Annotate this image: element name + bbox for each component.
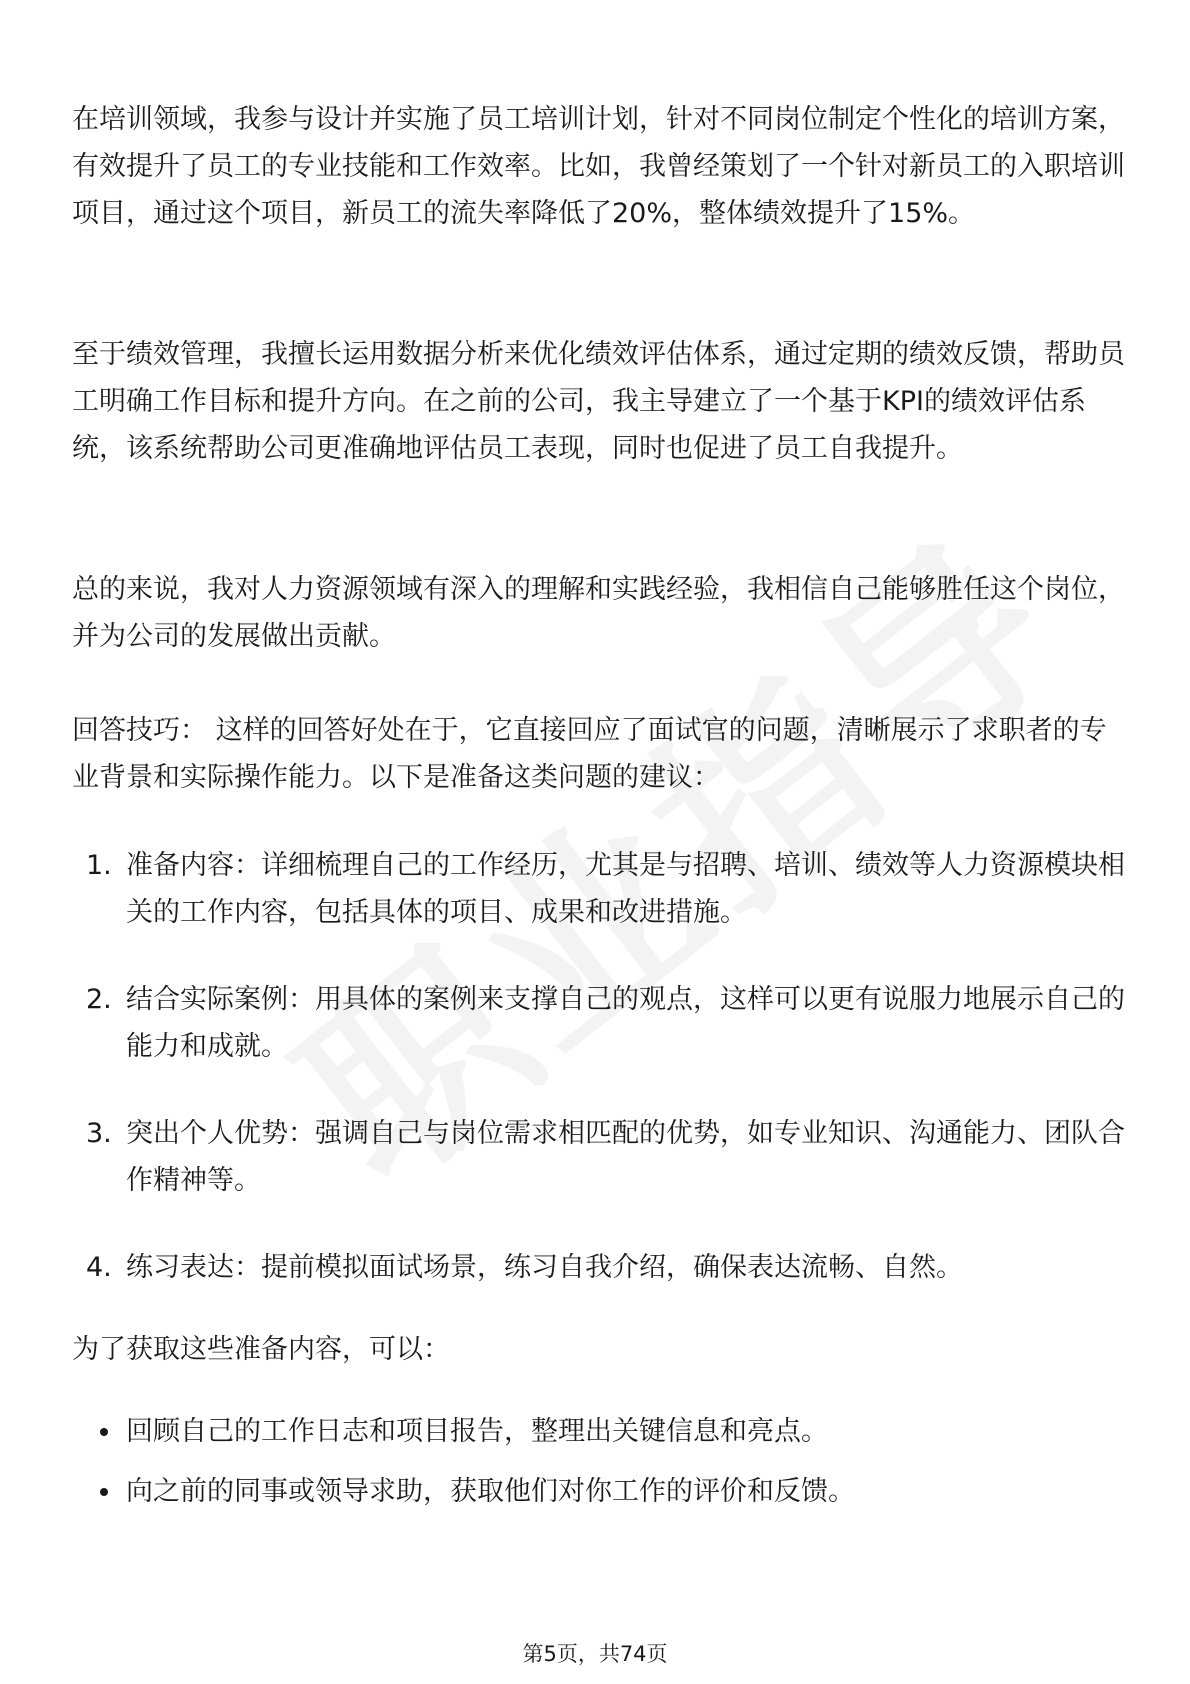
bullet-dot-icon [100, 1428, 108, 1436]
list-text: 准备内容：详细梳理自己的工作经历，尤其是与招聘、培训、绩效等人力资源模块相关的工作内容，包括具体的项目、成果和改进措施。 [126, 850, 1125, 928]
list-number: 4. [86, 1252, 112, 1283]
bullet-text: 回顾自己的工作日志和项目报告，整理出关键信息和亮点。 [126, 1416, 828, 1447]
list-text: 结合实际案例：用具体的案例来支撑自己的观点，这样可以更有说服力地展示自己的能力和成就。 [126, 984, 1125, 1062]
list-number: 2. [86, 984, 112, 1015]
bullet-dot-icon [100, 1488, 108, 1496]
list-text: 练习表达：提前模拟面试场景，练习自我介绍，确保表达流畅、自然。 [126, 1252, 963, 1283]
paragraph-bullets-intro: 为了获取这些准备内容，可以： [72, 1334, 450, 1365]
page-number-footer: 第5页，共74页 [522, 1642, 668, 1666]
paragraph-training: 在培训领域，我参与设计并实施了员工培训计划，针对不同岗位制定个性化的培训方案，有效提升了员工的专业技能和工作效率。比如，我曾经策划了一个针对新员工的入职培训项目，通过这个项目，新员工的流失率降低了20%，整体绩效提升了15%。 [72, 104, 1125, 229]
bullet-text: 向之前的同事或领导求助，获取他们对你工作的评价和反馈。 [126, 1476, 855, 1507]
paragraph-answer-tips: 回答技巧： 这样的回答好处在于，它直接回应了面试官的问题，清晰展示了求职者的专业背景和实际操作能力。以下是准备这类问题的建议： [72, 715, 1107, 793]
list-number: 1. [86, 850, 112, 881]
paragraph-performance: 至于绩效管理，我擅长运用数据分析来优化绩效评估体系，通过定期的绩效反馈，帮助员工明确工作目标和提升方向。在之前的公司，我主导建立了一个基于KPI的绩效评估系统，该系统帮助公司更准确地评估员工表现，同时也促进了员工自我提升。 [72, 339, 1125, 464]
list-number: 3. [86, 1118, 112, 1149]
paragraph-summary: 总的来说，我对人力资源领域有深入的理解和实践经验，我相信自己能够胜任这个岗位，并为公司的发展做出贡献。 [72, 574, 1125, 652]
list-text: 突出个人优势：强调自己与岗位需求相匹配的优势，如专业知识、沟通能力、团队合作精神等。 [126, 1118, 1125, 1196]
